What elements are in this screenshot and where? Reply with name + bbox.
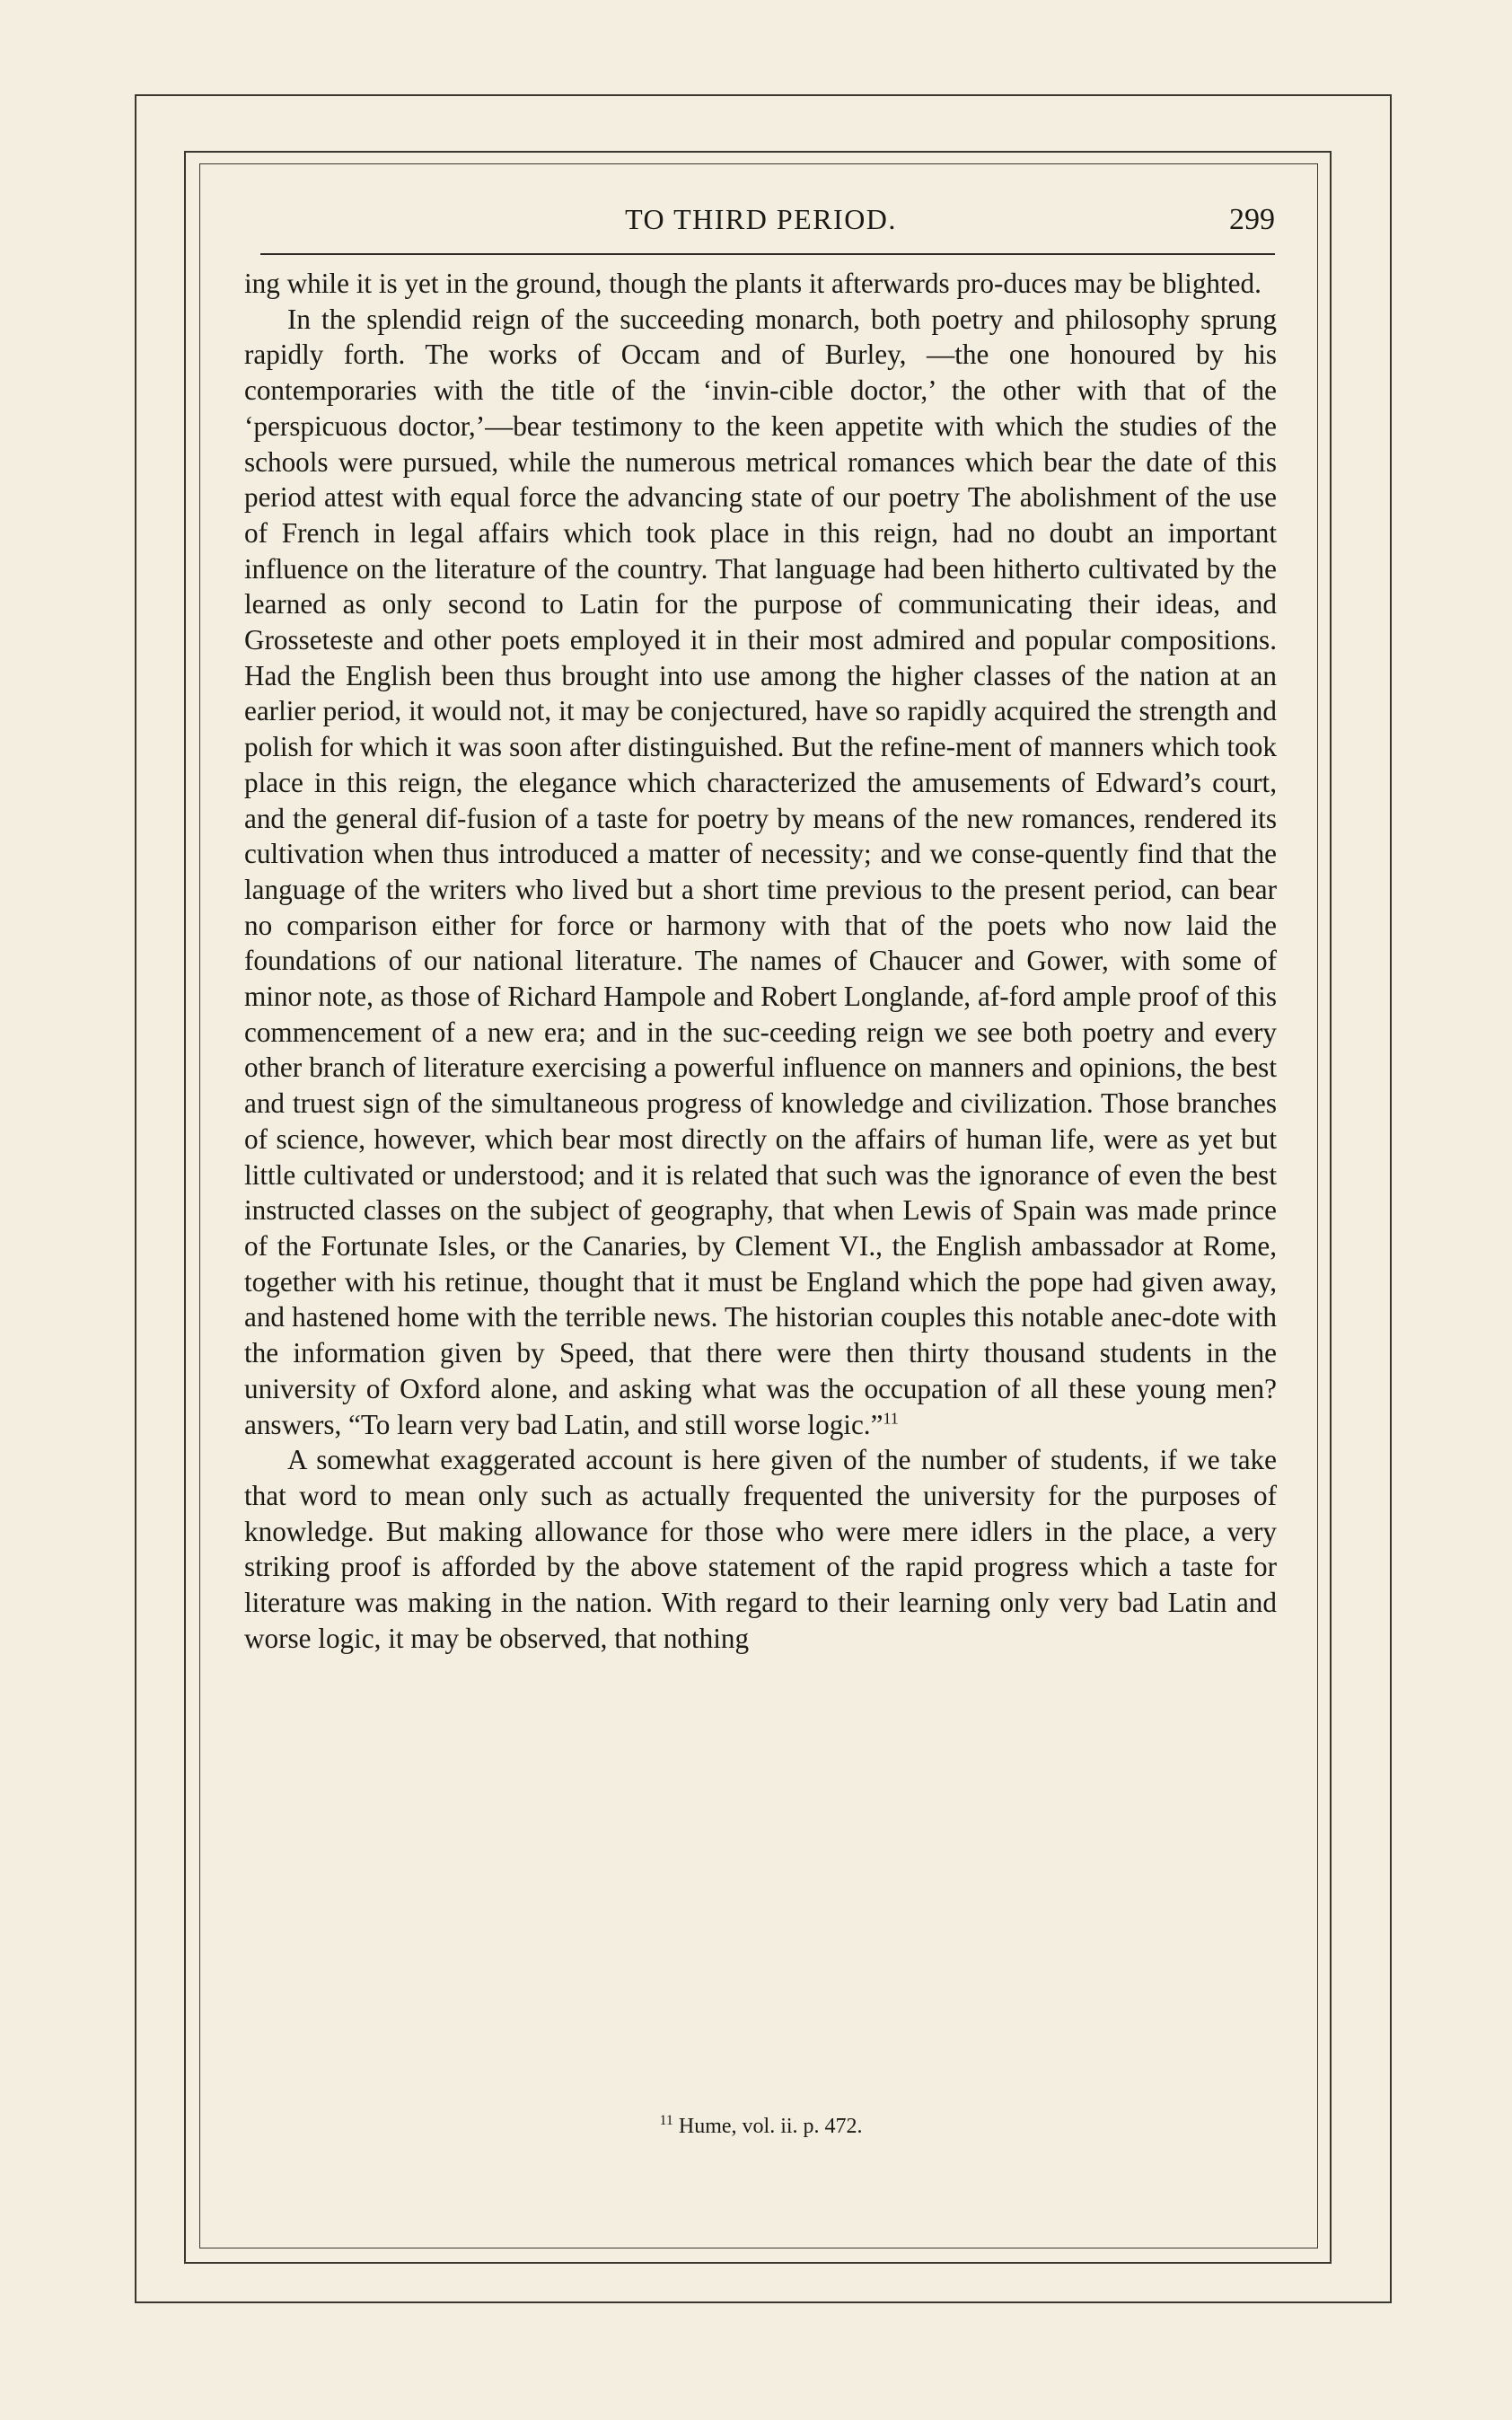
paragraph-reign [244, 302, 1277, 1443]
footnote-reference: 11 [883, 1409, 899, 1428]
paragraph-continuation: ing while it is yet in the ground, though the plants it afterwards pro-duces may be blighted. [244, 268, 1261, 299]
paragraph-reign-text: In the splendid reign of the succeeding monarch, both poetry and philosophy sprung rapidly forth. The works of Occam and of Burley, —the one honoured by his contemporaries with the title of the ‘invin-cible doctor,’ the other with that of the ‘perspicuous doctor,’—bear testimony to the keen appetite with which the studies of the schools were pursued, while the numerous metrical romances which bear the date of this period attest with equal force the advancing state of our poetry The abolishment of the use of French in legal affairs which took place in this reign, had no doubt an important influence on the literature of the country. That language had been hitherto cultivated by the learned as only second to Latin for the purpose of communicating their ideas, and Grosseteste and other poets employed it in their most admired and popular compositions. Had the English been thus brought into use among the higher classes of the nation at an earlier period, it would not, it may be conjectured, have so rapidly acquired the strength and polish for which it was soon after distinguished. But the refine-ment of manners which took place in this reign, the elegance which characterized the amusements of Edward’s court, and the general dif-fusion of a taste for poetry by means of the new romances, rendered its cultivation when thus introduced a matter of necessity; and we conse-quently find that the language of the writers who lived but a short time previous to the present period, can bear no comparison either for force or harmony with that of the poets who now laid the foundations of our national literature. The names of Chaucer and Gower, with some of minor note, as those of Richard Hampole and Robert Longlande, af-ford ample proof of this commencement of a new era; and in the suc-ceeding reign we see both poetry and every other branch of literature exercising a powerful influence on manners and opinions, the best and truest sign of the simultaneous progress of knowledge and civilization. Those branches of science, however, which bear most directly on the affairs of human life, were as yet but little cultivated or understood; and it is related that such was the ignorance of even the best instructed classes on the subject of geography, that when Lewis of Spain was made prince of the Fortunate Isles, or the Canaries, by Clement VI., the English ambassador at Rome, together with his retinue, thought that it must be England which the pope had given away, and hastened home with the terrible news. The historian couples this notable anec-dote with the information given by Speed, that there were then thirty thousand students in the university of Oxford alone, and asking what was the occupation of all these young men? answers, “To learn very bad Latin, and still worse logic.” [244, 303, 1277, 1440]
footnote-text: Hume, vol. ii. p. 472. [678, 2115, 863, 2138]
footnote [247, 2115, 1275, 2139]
body-text [244, 266, 1277, 1656]
running-head: TO THIRD PERIOD. [625, 203, 897, 235]
paragraph-students: A somewhat exaggerated account is here given of the number of students, if we take that word to mean only such as actually frequented the university for the purposes of knowledge. But making allowance for those who were mere idlers in the place, a very striking proof is afforded by the above statement of the rapid progress which a taste for literature was making in the nation. With regard to their learning only very bad Latin and worse logic, it may be observed, that nothing [244, 1444, 1277, 1654]
page-header [247, 203, 1275, 244]
header-rule [260, 253, 1275, 255]
footnote-marker: 11 [659, 2113, 673, 2128]
page-number: 299 [1229, 203, 1275, 236]
